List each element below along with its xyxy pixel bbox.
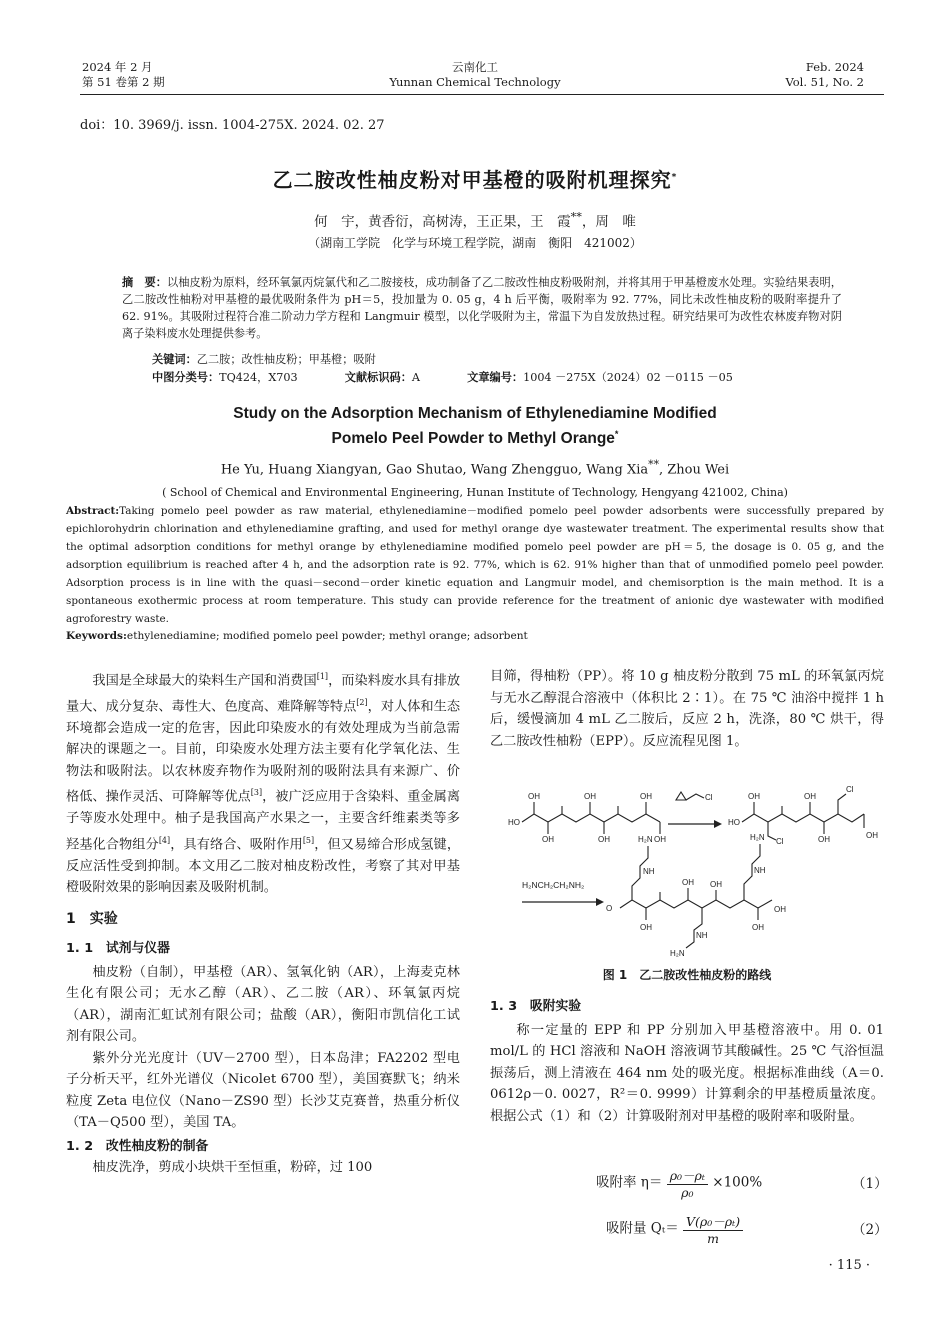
section-heading-1-3: 1. 3 吸附实验	[490, 999, 582, 1014]
journal-name-cn: 云南化工	[452, 60, 498, 74]
equation-2-number: （2）	[852, 1222, 888, 1238]
title-cn-text: 乙二胺改性柚皮粉对甲基橙的吸附机理探究	[272, 168, 672, 192]
header-rule	[80, 94, 884, 95]
abstract-en	[66, 502, 884, 628]
svg-text:H₂N: H₂N	[750, 833, 765, 842]
eq1-numerator: ρ₀－ρₜ	[667, 1166, 708, 1185]
authors-cn-last: ，周 唯	[581, 214, 636, 230]
intro-text-c: ，对人体和生态环境都会造成一定的危害，因此印染废水的有效处理成为当前急需解决的课题之一。目前，印染废水处理方法主要有化学氧化法、生物法和吸附法。以农林废弃物作为吸附剂的吸附法具有来源广、价格低、操作灵活、可降解等优点	[66, 699, 461, 805]
title-en-mark: *	[614, 429, 619, 439]
citation-3[interactable]: [3]	[250, 788, 263, 798]
body-left-column	[66, 666, 460, 1179]
intro-text-f: ，但又易缔合形成氢键，反应活性受到抑制。本文用乙二胺对柚皮粉改性，考察了其对甲基橙吸附效果的影响因素及吸附机制。	[66, 837, 461, 896]
oh-label-2: OH	[584, 792, 596, 801]
doc-code-value: A	[411, 371, 420, 384]
citation-1[interactable]: [1]	[316, 672, 329, 681]
citation-5[interactable]: [5]	[302, 835, 315, 845]
keywords-cn-label: 关键词：	[152, 353, 197, 366]
authors-cn-mark: **	[570, 210, 582, 224]
intro-text-b: ，而染料废水具有排放量大、成分复杂、毒性大、色度高、难降解等特点	[66, 673, 461, 715]
abstract-cn	[122, 274, 842, 342]
clc-value: TQ424，X703	[219, 371, 298, 384]
svg-text:OH: OH	[774, 905, 786, 914]
title-cn	[0, 164, 950, 193]
chain-backbone-1	[522, 814, 660, 822]
epichlorohydrin-structure	[676, 792, 704, 800]
abstract-cn-label: 摘 要：	[122, 276, 168, 289]
svg-text:Cl: Cl	[846, 785, 854, 794]
intro-text-d: ，被广泛应用于含染料、重金属离子等废水处理中。柚子是我国高产水果之一，主要含纤维素类等多羟基化合物组分	[66, 789, 461, 853]
eq1-tail: ×100%	[712, 1174, 763, 1191]
ethylenediamine-label: H₂NCH₂CH₂NH₂	[522, 880, 585, 890]
reaction-arrow-1-head	[714, 820, 722, 828]
affiliation-en: ( School of Chemical and Environmental Engineering, Hunan Institute of Technology, Hengyang 421002, China)	[162, 486, 788, 499]
doc-code-label: 文献标识码：	[344, 371, 412, 384]
header-date-cn: 2024 年 2 月	[82, 60, 153, 74]
svg-text:O: O	[606, 904, 613, 913]
eq2-numerator: V(ρ₀－ρₜ)	[683, 1212, 743, 1231]
cl-label-reagent: Cl	[705, 793, 713, 802]
intro-text-e: ，具有络合、吸附作用	[170, 837, 303, 853]
title-en	[0, 403, 950, 449]
eq2-denominator: m	[707, 1231, 719, 1246]
preparation-paragraph-start: 柚皮洗净，剪成小块烘干至恒重，粉碎，过 100	[92, 1160, 373, 1176]
svg-text:OH: OH	[682, 878, 694, 887]
eq1-label: 吸附率 η＝	[596, 1174, 663, 1191]
authors-en	[0, 458, 950, 477]
svg-text:OH: OH	[542, 835, 554, 844]
svg-text:Cl: Cl	[776, 837, 784, 846]
authors-en-text: He Yu, Huang Xiangyan, Gao Shutao, Wang Zhengguo, Wang Xia	[220, 462, 649, 478]
ho-label-1: HO	[508, 818, 520, 827]
reaction-arrow-2-head	[596, 898, 604, 906]
svg-text:OH: OH	[818, 835, 830, 844]
affiliation-cn: （湖南工学院 化学与环境工程学院，湖南 衡阳 421002）	[308, 236, 642, 250]
svg-text:NH: NH	[643, 867, 655, 876]
preparation-paragraph-cont: 目筛，得柚粉（PP）。将 10 g 柚皮粉分散到 75 mL 的环氧氯丙烷与无水乙醇混合溶液中（体积比 2∶1）。在 75 ℃ 油浴中搅拌 1 h 后，缓慢滴加 4 mL 乙二胺后，反应 2 h，洗涤，80 ℃ 烘干，得乙二胺改性柚粉（EPP）。反应流程见图 1。	[490, 669, 884, 749]
oh-label-3: OH	[640, 792, 652, 801]
section-heading-1-2: 1. 2 改性柚皮粉的制备	[66, 1138, 209, 1154]
svg-text:OH: OH	[866, 831, 878, 840]
abstract-en-text: Taking pomelo peel powder as raw material, ethylenediamine－modified pomelo peel powder adsorbents were successfully prepared by epichlorohydrin chlorination and ethylenediamine grafting, and used for methyl orange dye wastewater treatment. The experimental results show that the optimal adsorption conditions for methyl orange by ethylenediamine modified pomelo peel powder are pH＝5, the dosage is 0. 05 g, and the adsorption equilibrium is reached after 4 h, and the adsorption rate is 92. 77%, which is 62. 91% higher than that of unmodified pomelo peel powder. Adsorption process is in line with the quasi－second－order kinetic equation and Langmuir model, and chemisorption is the main method. It is a spontaneous exothermic process at room temperature. This study can provide reference for the treatment of anionic dye wastewater with modified agroforestry waste.	[66, 505, 884, 625]
doi[interactable]: doi：10. 3969/j. issn. 1004-275X. 2024. 02. 27	[80, 118, 385, 133]
svg-text:NH: NH	[754, 866, 766, 875]
header-right	[785, 60, 864, 90]
svg-text:OH: OH	[752, 923, 764, 932]
intro-text-a: 我国是全球最大的染料生产国和消费国	[92, 673, 317, 689]
eq2-label: 吸附量 Qₜ＝	[606, 1220, 679, 1237]
title-cn-mark: *	[671, 172, 678, 183]
classification-line	[152, 369, 733, 385]
svg-text:OH: OH	[654, 835, 666, 844]
page-number: · 115 ·	[828, 1258, 870, 1273]
keywords-en	[66, 630, 528, 642]
header-date-en: Feb. 2024	[805, 60, 864, 74]
header-volume-cn: 第 51 卷第 2 期	[82, 75, 165, 89]
article-no-value: 1004 －275X（2024）02 －0115 －05	[523, 371, 733, 384]
svg-text:H₂N: H₂N	[638, 835, 653, 844]
eq2-fraction	[683, 1212, 743, 1246]
keywords-en-label: Keywords:	[66, 630, 127, 642]
svg-text:H₂N: H₂N	[670, 949, 685, 958]
figure-1-reaction-scheme	[500, 778, 884, 958]
svg-text:NH: NH	[696, 931, 708, 940]
authors-cn	[0, 210, 950, 230]
abstract-en-label: Abstract:	[66, 505, 120, 517]
keywords-cn	[152, 351, 376, 367]
keywords-cn-text: 乙二胺；改性柚皮粉；甲基橙；吸附	[196, 353, 376, 366]
instruments-paragraph: 紫外分光光度计（UV－2700 型），日本岛津；FA2202 型电子分析天平，红外光谱仪（Nicolet 6700 型），美国赛默飞；纳米粒度 Zeta 电位仪（Nano－ZS90 型）长沙艾克赛普，热重分析仪（TA－Q500 型），美国 TA。	[66, 1050, 460, 1131]
section-heading-1: 1 实验	[66, 910, 118, 927]
section-heading-1-1: 1. 1 试剂与仪器	[66, 941, 170, 957]
journal-name-en: Yunnan Chemical Technology	[389, 75, 561, 89]
title-en-line1: Study on the Adsorption Mechanism of Ethylenediamine Modified	[233, 405, 717, 422]
svg-text:OH: OH	[710, 880, 722, 889]
adsorption-paragraph: 称一定量的 EPP 和 PP 分别加入甲基橙溶液中。用 0. 01 mol/L 的 HCl 溶液和 NaOH 溶液调节其酸碱性。25 ℃ 气浴恒温振荡后，测上清液在 464 nm 处的吸光度。根据标准曲线（A＝0. 0612ρ－0. 0027，R²＝0. 9999）计算剩余的甲基橙质量浓度。根据公式（1）和（2）计算吸附剂对甲基橙的吸附率和吸附量。	[490, 1022, 884, 1124]
equation-2	[606, 1212, 743, 1246]
equation-1	[596, 1166, 762, 1200]
authors-en-last: , Zhou Wei	[658, 462, 730, 478]
adsorption-experiment-section	[490, 996, 884, 1127]
svg-text:OH: OH	[598, 835, 610, 844]
cellulose-chain-start	[522, 802, 660, 834]
svg-text:OH: OH	[640, 923, 652, 932]
svg-text:OH: OH	[804, 792, 816, 801]
svg-text:OH: OH	[748, 792, 760, 801]
intro-paragraph	[66, 666, 460, 899]
keywords-en-text: ethylenediamine; modified pomelo peel powder; methyl orange; adsorbent	[126, 630, 528, 642]
abstract-cn-text: 以柚皮粉为原料，经环氧氯丙烷氯代和乙二胺接枝，成功制备了乙二胺改性柚皮粉吸附剂，并将其用于甲基橙废水处理。实验结果表明，乙二胺改性柚粉对甲基橙的最优吸附条件为 pH＝5，投加量为 0. 05 g，4 h 后平衡，吸附率为 92. 77%，同比未改性柚皮粉的吸附率提升了 62. 91%。其吸附过程符合准二阶动力学方程和 Langmuir 模型，以化学吸附为主，常温下为自发放热过程。研究结果可为改性农林废弃物对阴离子染料废水处理提供参考。	[122, 276, 842, 340]
svg-text:HO: HO	[728, 818, 740, 827]
article-no-label: 文章编号：	[467, 371, 524, 384]
reagents-paragraph: 柚皮粉（自制），甲基橙（AR）、氢氧化钠（AR），上海麦克林生化有限公司；无水乙醇（AR）、乙二胺（AR）、环氧氯丙烷（AR），湖南汇虹试剂有限公司；盐酸（AR），衡阳市凯信化工试剂有限公司。	[66, 964, 460, 1045]
header-volume-en: Vol. 51, No. 2	[785, 75, 864, 89]
eq1-denominator: ρ₀	[681, 1185, 694, 1200]
authors-en-mark: **	[648, 458, 659, 471]
equation-1-number: （1）	[852, 1176, 888, 1192]
eq1-fraction	[667, 1166, 708, 1200]
citation-4[interactable]: [4]	[158, 835, 171, 845]
oh-label-1: OH	[528, 792, 540, 801]
authors-cn-text: 何 宇，黄香衍，高树涛，王正果，王 霞	[314, 214, 571, 230]
figure-1-caption: 图 1 乙二胺改性柚皮粉的路线	[602, 968, 772, 982]
clc-label: 中图分类号：	[152, 371, 220, 384]
title-en-line2: Pomelo Peel Powder to Methyl Orange	[331, 430, 615, 448]
body-right-column	[490, 666, 884, 752]
citation-2[interactable]: [2]	[356, 697, 368, 707]
